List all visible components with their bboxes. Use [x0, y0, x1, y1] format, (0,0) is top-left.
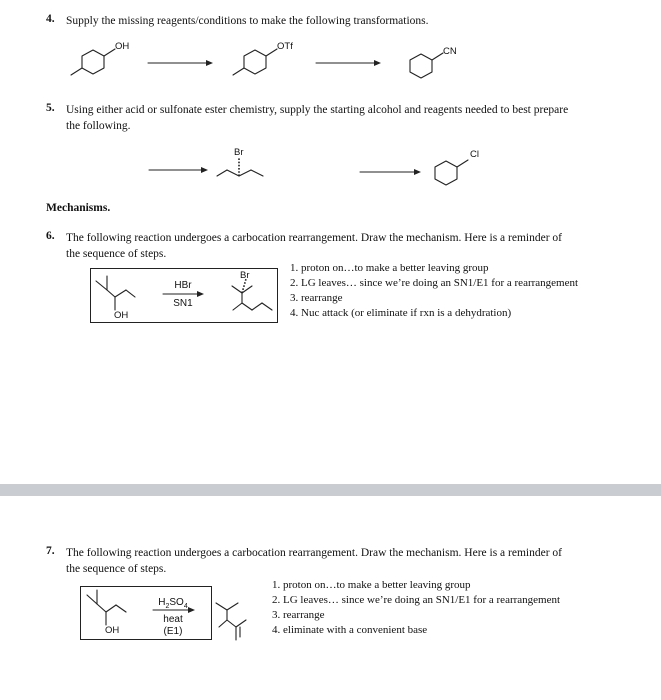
q4-oh-label: OH: [115, 41, 130, 52]
q7-reagent-heat: heat: [163, 614, 183, 625]
q7-number: 7.: [46, 545, 55, 557]
q5-line1: Using either acid or sulfonate ester chemistry, supply the starting alcohol and reagents needed to best prepare: [66, 104, 569, 116]
q7-reagent-h2so4: $H_2SO_4$: [158, 597, 188, 610]
q7-line2: the sequence of steps.: [66, 563, 167, 575]
q4-otf-label: OTf: [277, 41, 293, 52]
q6-br-label: Br: [240, 270, 250, 281]
q7-step-1: 1. proton on…to make a better leaving group: [272, 579, 471, 591]
q7-line1: The following reaction undergoes a carbocation rearrangement. Draw the mechanism. Here is a reminder of: [66, 547, 562, 559]
q7-starting-alcohol: [87, 590, 126, 625]
q7-product-alkene: [216, 603, 246, 640]
q6-number: 6.: [46, 230, 55, 242]
q6-step-3: 3. rearrange: [290, 292, 343, 304]
q5-cl-label: Cl: [470, 149, 479, 160]
q4-text: Supply the missing reagents/conditions to make the following transformations.: [66, 15, 429, 27]
q5-line2: the following.: [66, 120, 131, 132]
q4-number: 4.: [46, 13, 55, 25]
q6-step-4: 4. Nuc attack (or eliminate if rxn is a dehydration): [290, 307, 512, 319]
q6-reagent-sn1: SN1: [173, 298, 193, 309]
q7-oh-label: OH: [105, 625, 120, 636]
mechanisms-heading: Mechanisms.: [46, 202, 111, 214]
q6-oh-label: OH: [114, 310, 129, 321]
q7-step-4: 4. eliminate with a convenient base: [272, 624, 428, 636]
q7-step-2: 2. LG leaves… since we’re doing an SN1/E1 for a rearrangement: [272, 594, 561, 606]
q6-line2: the sequence of steps.: [66, 248, 167, 260]
q6-reagent-hbr: HBr: [174, 280, 192, 291]
q6-line1: The following reaction undergoes a carbocation rearrangement. Draw the mechanism. Here is a reminder of: [66, 232, 562, 244]
q7-step-3: 3. rearrange: [272, 609, 325, 621]
q4-cn-label: CN: [443, 46, 457, 57]
q7-reagent-e1: (E1): [163, 626, 183, 637]
q5-br-label: Br: [234, 147, 244, 158]
q6-step-2: 2. LG leaves… since we’re doing an SN1/E1 for a rearrangement: [290, 277, 579, 289]
q5-number: 5.: [46, 102, 55, 114]
q6-step-1: 1. proton on…to make a better leaving group: [290, 262, 489, 274]
